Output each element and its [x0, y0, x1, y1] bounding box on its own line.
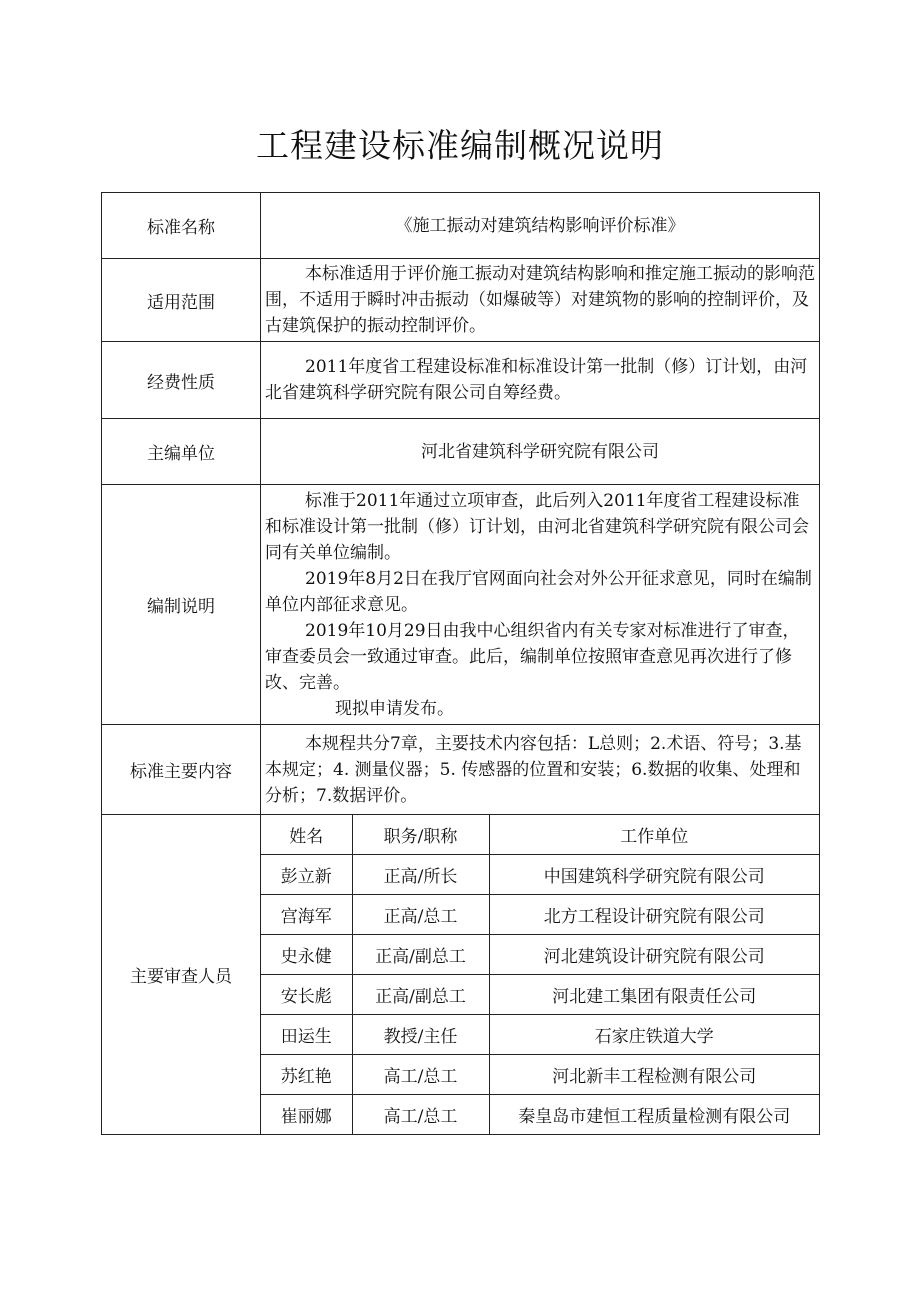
- reviewers-table: [261, 815, 819, 1134]
- compilation-paragraph: 2019年8月2日在我厅官网面向社会对外公开征求意见，同时在编制单位内部征求意见。: [265, 568, 812, 615]
- reviewer-org: 石家庄铁道大学: [489, 1015, 819, 1055]
- reviewer-org: 河北新丰工程检测有限公司: [489, 1055, 819, 1095]
- reviewer-org: 秦皇岛市建恒工程质量检测有限公司: [489, 1095, 819, 1135]
- value-scope: 本标准适用于评价施工振动对建筑结构影响和推定施工振动的影响范围，不适用于瞬时冲击振动（如爆破等）对建筑物的影响的控制评价，及古建筑保护的振动控制评价。: [265, 264, 815, 336]
- table-row: [261, 1015, 819, 1055]
- reviewer-title: 正高/副总工: [352, 935, 489, 975]
- page-title: 工程建设标准编制概况说明: [256, 126, 664, 165]
- reviewer-name: 崔丽娜: [261, 1095, 352, 1135]
- label-standard-name: 标准名称: [102, 193, 261, 259]
- compilation-paragraph: 标准于2011年通过立项审查，此后列入2011年度省工程建设标准和标准设计第一批制（修）订计划，由河北省建筑科学研究院有限公司会同有关单位编制。: [265, 490, 809, 563]
- reviewer-org: 河北建筑设计研究院有限公司: [489, 935, 819, 975]
- row-content: [102, 725, 820, 815]
- reviewers-header-row: [261, 815, 819, 855]
- label-funding: 经费性质: [102, 342, 261, 419]
- column-header: 职务/职称: [352, 815, 489, 855]
- column-header: 姓名: [261, 815, 352, 855]
- reviewer-name: 宫海军: [261, 895, 352, 935]
- row-scope: [102, 259, 820, 342]
- reviewer-name: 田运生: [261, 1015, 352, 1055]
- reviewers-cell: [261, 815, 820, 1135]
- overview-table: [101, 192, 820, 1135]
- label-editor: 主编单位: [102, 419, 261, 485]
- value-editor: 河北省建筑科学研究院有限公司: [261, 419, 820, 485]
- table-row: [261, 1055, 819, 1095]
- reviewer-title: 教授/主任: [352, 1015, 489, 1055]
- row-editor: [102, 419, 820, 485]
- label-reviewers: 主要审查人员: [102, 815, 261, 1135]
- row-compilation: [102, 485, 820, 725]
- table-row: [261, 975, 819, 1015]
- reviewer-name: 彭立新: [261, 855, 352, 895]
- label-scope: 适用范围: [102, 259, 261, 342]
- reviewer-title: 高工/总工: [352, 1055, 489, 1095]
- value-standard-name: 《施工振动对建筑结构影响评价标准》: [261, 193, 820, 259]
- reviewer-title: 正高/副总工: [352, 975, 489, 1015]
- row-funding: [102, 342, 820, 419]
- reviewer-title: 高工/总工: [352, 1095, 489, 1135]
- table-row: [261, 895, 819, 935]
- label-compilation: 编制说明: [102, 485, 261, 725]
- reviewer-org: 北方工程设计研究院有限公司: [489, 895, 819, 935]
- value-content-cell: [261, 725, 820, 815]
- table-row: [261, 1095, 819, 1135]
- reviewer-title: 正高/所长: [352, 855, 489, 895]
- reviewer-name: 史永健: [261, 935, 352, 975]
- value-scope-cell: [261, 259, 820, 342]
- compilation-paragraph: 2019年10月29日由我中心组织省内有关专家对标准进行了审查，审查委员会一致通过审查。此后，编制单位按照审查意见再次进行了修改、完善。: [265, 620, 800, 693]
- row-standard-name: [102, 193, 820, 259]
- table-row: [261, 935, 819, 975]
- column-header: 工作单位: [489, 815, 819, 855]
- reviewer-org: 中国建筑科学研究院有限公司: [489, 855, 819, 895]
- reviewer-name: 安长彪: [261, 975, 352, 1015]
- table-row: [261, 855, 819, 895]
- value-funding: 2011年度省工程建设标准和标准设计第一批制（修）订计划，由河北省建筑科学研究院有限公司自筹经费。: [265, 357, 808, 403]
- compilation-paragraph: 现拟申请发布。: [335, 698, 454, 719]
- value-compilation-cell: [261, 485, 820, 725]
- value-funding-cell: [261, 342, 820, 419]
- label-content: 标准主要内容: [102, 725, 261, 815]
- reviewer-title: 正高/总工: [352, 895, 489, 935]
- row-reviewers: [102, 815, 820, 1135]
- reviewer-name: 苏红艳: [261, 1055, 352, 1095]
- reviewer-org: 河北建工集团有限责任公司: [489, 975, 819, 1015]
- value-content: 本规程共分7章，主要技术内容包括：L总则；2.术语、符号；3.基本规定；4. 测量仪器；5. 传感器的位置和安装；6.数据的收集、处理和分析；7.数据评价。: [265, 733, 802, 806]
